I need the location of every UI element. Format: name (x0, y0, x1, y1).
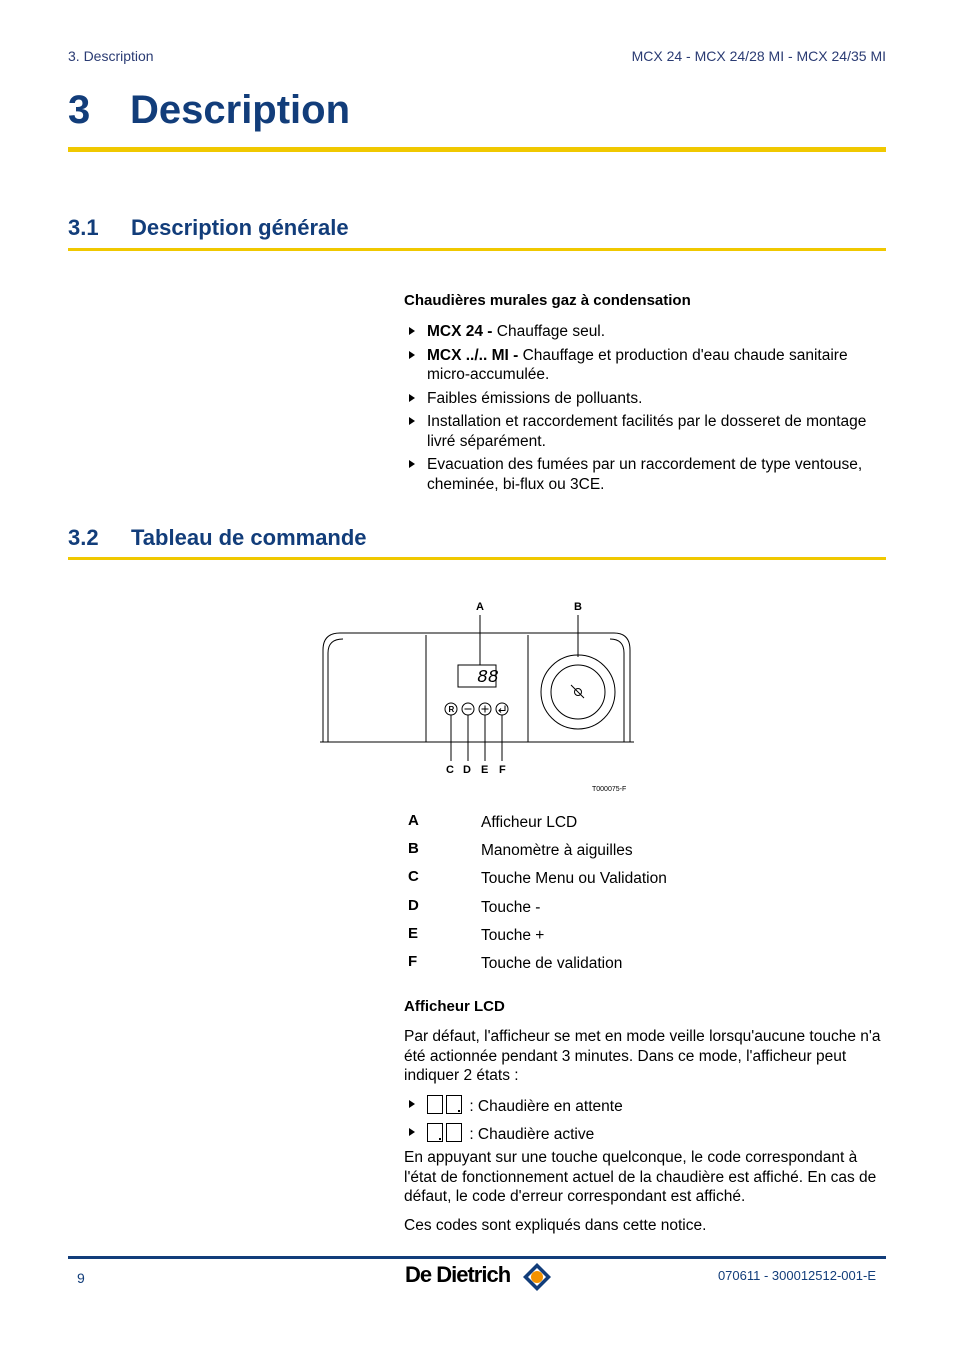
codes-paragraph: En appuyant sur une touche quelconque, le code correspondant à l'état de fonctionnement actuel de la chaudière est affiché. En cas de défaut, le code d'erreur correspondant est affiché. (404, 1149, 877, 1205)
legend-row (404, 840, 884, 868)
chapter-title-text: Description (130, 88, 351, 132)
chapter-title (68, 88, 350, 133)
running-header-models: MCX 24 - MCX 24/28 MI - MCX 24/35 MI (631, 48, 886, 64)
bullet-arrow-icon (409, 394, 415, 402)
codes-note: Ces codes sont expliqués dans cette notice. (404, 1217, 707, 1234)
legend-row (404, 868, 884, 896)
lcd-state-list (404, 1095, 888, 1148)
bullet-arrow-icon (409, 1100, 415, 1108)
footer-rule (68, 1256, 886, 1259)
section-3-2-number: 3.2 (68, 525, 99, 550)
feature-bold: MCX 24 - (427, 323, 497, 340)
document-reference: 070611 - 300012512-001-E (717, 1268, 876, 1283)
callout-a: A (476, 601, 484, 613)
brand-diamond-icon (522, 1262, 552, 1292)
legend-value: Touche + (481, 927, 545, 944)
bullet-arrow-icon (409, 1128, 415, 1136)
bullet-arrow-icon (409, 460, 415, 468)
figure-reference: T000075-F (592, 786, 627, 793)
panel-inner-edge (328, 639, 343, 742)
feature-list (404, 322, 888, 498)
callout-f: F (499, 764, 506, 776)
section-3-2-heading (68, 525, 367, 551)
validate-button[interactable] (496, 703, 508, 715)
legend-value: Touche de validation (481, 955, 623, 972)
callout-c: C (446, 764, 454, 776)
feature-item (404, 322, 888, 342)
brand-logo (405, 1260, 555, 1294)
legend-value: Manomètre à aiguilles (481, 842, 633, 859)
lcd-segment-icon (446, 1123, 462, 1142)
feature-item (404, 389, 888, 409)
legend-key: C (408, 868, 419, 885)
legend-row (404, 953, 884, 981)
legend-key: A (408, 812, 419, 829)
bullet-arrow-icon (409, 417, 415, 425)
lcd-segment-icon (427, 1123, 443, 1142)
legend-row (404, 897, 884, 925)
section-3-1-title: Description générale (131, 215, 349, 240)
feature-text: Installation et raccordement facilités par le dosseret de montage livré séparément. (427, 413, 867, 450)
lcd-state-text: : Chaudière en attente (469, 1098, 623, 1115)
feature-item (404, 455, 888, 494)
brand-logo-text: De Dietrich (405, 1262, 511, 1287)
panel-inner-edge-right (610, 639, 624, 742)
bullet-arrow-icon (409, 351, 415, 359)
page-number: 9 (77, 1270, 85, 1286)
lcd-dot-icon (439, 1138, 441, 1140)
legend-value: Touche - (481, 899, 541, 916)
section-3-2-title: Tableau de commande (131, 525, 367, 550)
chapter-number: 3 (68, 88, 91, 132)
lcd-segment-icon (446, 1095, 462, 1114)
lcd-digits: 88 (477, 668, 499, 688)
lcd-segment-icon (427, 1095, 443, 1114)
feature-bold: MCX ../.. MI - (427, 346, 523, 364)
feature-text: Chauffage seul. (496, 323, 606, 340)
bullet-arrow-icon (409, 327, 415, 335)
section-3-1-rule (68, 248, 886, 251)
control-panel-diagram (318, 595, 638, 800)
section-3-1-heading (68, 215, 349, 241)
callout-b: B (574, 601, 582, 613)
legend-row (404, 925, 884, 953)
legend-row (404, 812, 884, 840)
legend-value: Afficheur LCD (481, 814, 578, 831)
lcd-state-item (404, 1095, 888, 1117)
section-3-1-number: 3.1 (68, 215, 99, 240)
feature-item (404, 412, 888, 451)
lcd-subheading: Afficheur LCD (404, 998, 505, 1015)
r-button-label: R (448, 705, 455, 714)
feature-item (404, 346, 888, 385)
running-header-section: 3. Description (68, 48, 154, 64)
feature-text: Evacuation des fumées par un raccordement de type ventouse, cheminée, bi-flux ou 3CE. (427, 456, 863, 493)
lcd-state-item (404, 1123, 888, 1145)
gauge-needle (571, 685, 584, 698)
callout-d: D (463, 764, 471, 776)
lcd-dot-icon (458, 1110, 460, 1112)
section-3-2-rule (68, 557, 886, 560)
lcd-state-text: : Chaudière active (469, 1125, 595, 1143)
chapter-rule (68, 147, 886, 152)
legend-key: B (408, 840, 419, 857)
legend-key: F (408, 953, 418, 970)
boiler-type-subheading: Chaudières murales gaz à condensation (404, 292, 691, 309)
feature-text: Faibles émissions de polluants. (427, 389, 643, 407)
enter-icon (499, 706, 505, 713)
legend-value: Touche Menu ou Validation (481, 870, 667, 887)
legend-key: D (408, 897, 419, 914)
legend-key: E (408, 925, 419, 942)
feature-text: Chauffage et production d'eau chaude sanitaire micro-accumulée. (427, 346, 848, 383)
callout-e: E (481, 764, 489, 776)
lcd-paragraph: Par défaut, l'afficheur se met en mode veille lorsqu'aucune touche n'a été actionnée pendant 3 minutes. Dans ce mode, l'afficheur peut indiquer 2 états : (404, 1028, 881, 1084)
